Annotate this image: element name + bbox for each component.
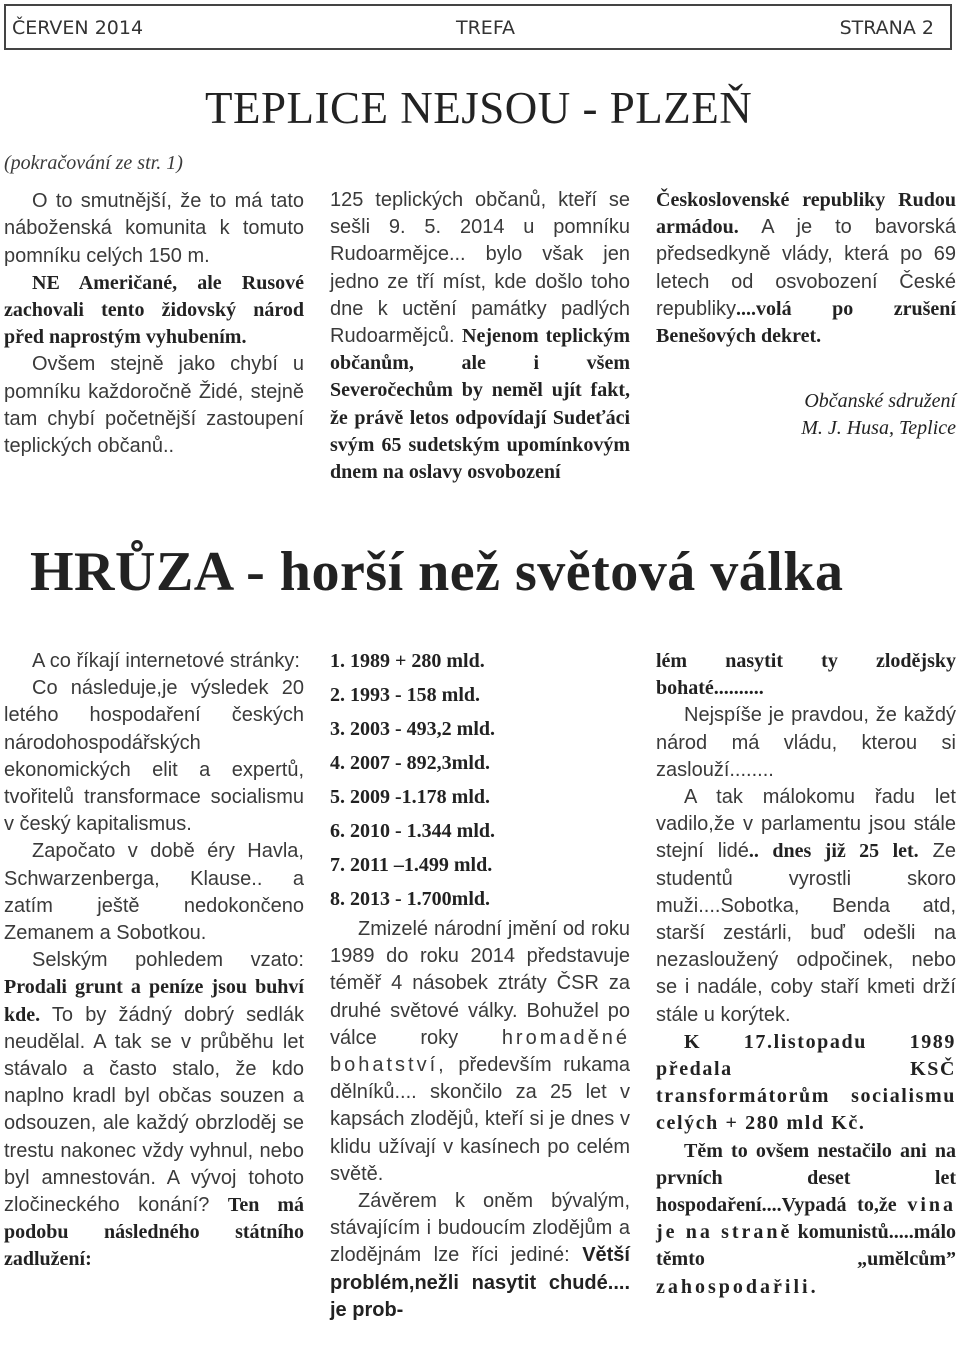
- article2-paragraph: A co říkají internetové stránky:: [32, 650, 300, 672]
- list-item: 7. 2011 –1.499 mld.: [330, 854, 493, 876]
- article2-paragraph: Nejspíše je pravdou, že každý národ má vládu, kterou si zaslouží........: [656, 704, 956, 781]
- header-page-number: STRANA 2: [839, 17, 934, 39]
- article2-spaced-text: vina je na straně: [656, 1194, 956, 1244]
- article2-title: HRŮZA - horší než světová válka: [30, 541, 844, 603]
- article2-bold-text: komunistů.....málo těmto „umělcům”: [656, 1221, 957, 1271]
- article2-text: Závěrem k oněm bývalým, stávajícím i budoucím zlodějům a zlodějnám lze říci jediné:: [330, 1190, 630, 1267]
- continuation-note: (pokračování ze str. 1): [4, 152, 183, 174]
- article1-column-3: [656, 187, 956, 443]
- article2-paragraph: Započato v době éry Havla, Schwarzenberga, Klause.. a zatím ještě nedokončeno Zemanem a Sobotkou.: [4, 840, 304, 945]
- page-header: [4, 4, 952, 50]
- article1-title: TEPLICE NEJSOU - PLZEŇ: [205, 83, 753, 133]
- article2-spaced-text: hromaděné bohatství,: [330, 1026, 630, 1077]
- article2-column-1: [4, 648, 304, 1274]
- article1-text: 125 teplických občanů, kteří se sešli 9. 5. 2014 u pomníku Rudoarmějce... bylo však jen jedno ze tří míst, kde došlo toho dne k uctění památky padlých Rudoarmějců.: [330, 189, 630, 348]
- article2-text: To by žádný dobrý sedlák neudělal. A tak se v průběhu let stávalo a často stalo, že kdo naplno kradl byl občas souzen a odsouzen, ale každý obrzloděj se trestu nakonec vždy vyhnul, nebo byl amnestován. A vývoj tohoto zločineckého konání?: [4, 1003, 304, 1217]
- list-item: 8. 2013 - 1.700mld.: [330, 888, 490, 910]
- article2-text: Selským pohledem vzato:: [32, 949, 304, 972]
- article1-paragraph: NE Američané, ale Rusové zachovali tento židovský národ před naprostým vyhubením.: [4, 271, 304, 349]
- article2-text: především rukama dělníků.... skončilo za 25 let v kapsách zlodějů, kteří si je dnes v klidu užívají v kasínech po celém světě.: [330, 1054, 630, 1185]
- list-item: 6. 2010 - 1.344 mld.: [330, 820, 495, 842]
- article2-bold-text: je prob-: [330, 1298, 404, 1321]
- article2-bold-paragraph: K 17.listopadu 1989 předala KSČ transformátorům socialismu celých + 280 mld Kč.: [656, 1030, 956, 1135]
- article1-bold-text: Nejenom teplickým občanům, ale i všem Severočechům by neměl ujít fakt, že právě letos odpovídají Sudeťáci svým 65 sudetským upomínkovým dnem na oslavy osvobození: [330, 325, 631, 484]
- article2-bold-text: Prodali grunt a peníze jsou buhví kde.: [4, 976, 304, 1026]
- signature-organization: Občanské sdružení: [804, 390, 956, 413]
- article2-paragraph: Co následuje,je výsledek 20 letého hospodaření českých národohospodářských ekonomických elit a expertů, tvořitelů transformace socialismu v český kapitalismus.: [4, 677, 304, 836]
- article2-text: Zmizelé národní jmění od roku 1989 do roku 2014 představuje téměř 4 násobek ztráty ČSR za druhé světové války. Bohužel po válce roky: [330, 918, 630, 1049]
- article2-bold-text: lém nasytit ty zlodějsky bohaté..........: [656, 650, 956, 700]
- article1-text: A je to bavorská předsedkyně vlády, která po 69 letech od osvobození České republiky: [656, 216, 956, 320]
- article2-bold-text: Těm to ovšem nestačilo ani na prvních deset let hospodaření....Vypadá to,že: [656, 1139, 956, 1217]
- article2-column-2: [330, 644, 630, 1324]
- article2-bold-text: Ten má podobu následného státního zadlužení:: [4, 1194, 304, 1271]
- article1-bold-text: ....volá po zrušení Benešových dekret.: [656, 297, 956, 348]
- article1-column-2: [330, 187, 630, 486]
- article2-column-3: [656, 648, 956, 1301]
- list-item: 5. 2009 -1.178 mld.: [330, 786, 490, 808]
- debt-list: [330, 644, 630, 916]
- list-item: 3. 2003 - 493,2 mld.: [330, 718, 495, 740]
- article2-text: A tak málokomu řadu let vadilo,že v parlamentu jsou stále stejní lidé: [656, 786, 956, 863]
- list-item: 2. 1993 - 158 mld.: [330, 684, 480, 706]
- article2-bold-text: Větší problém,nežli nasytit chudé....: [330, 1244, 630, 1294]
- article1-paragraph: O to smutnější, že to má tato náboženská komunita k tomuto pomníku celých 150 m.: [4, 190, 304, 267]
- article1-bold-text: Československé republiky Rudou armádou.: [656, 189, 956, 239]
- article1-column-1: [4, 150, 304, 460]
- article2-bold-text: .. dnes již 25 let.: [748, 840, 919, 863]
- article2-spaced-text: zahospodařili.: [656, 1275, 819, 1298]
- signature-author: M. J. Husa, Teplice: [801, 417, 956, 440]
- header-paper-name: TREFA: [456, 17, 515, 39]
- article2-text: Ze studentů vyrostli skoro muži....Sobotka, Benda atd, starší zestárli, buď odešli na nezasloužený odpočinek, nebo se i nadále, coby staří kmeti drží stále u korýtek.: [656, 840, 957, 1026]
- article1-paragraph: Ovšem stejně jako chybí u pomníku každoročně Židé, stejně tam chybí početnější zastoupení teplických občanů..: [4, 353, 304, 458]
- header-date: ČERVEN 2014: [12, 17, 144, 39]
- list-item: 1. 1989 + 280 mld.: [330, 650, 485, 672]
- list-item: 4. 2007 - 892,3mld.: [330, 752, 490, 774]
